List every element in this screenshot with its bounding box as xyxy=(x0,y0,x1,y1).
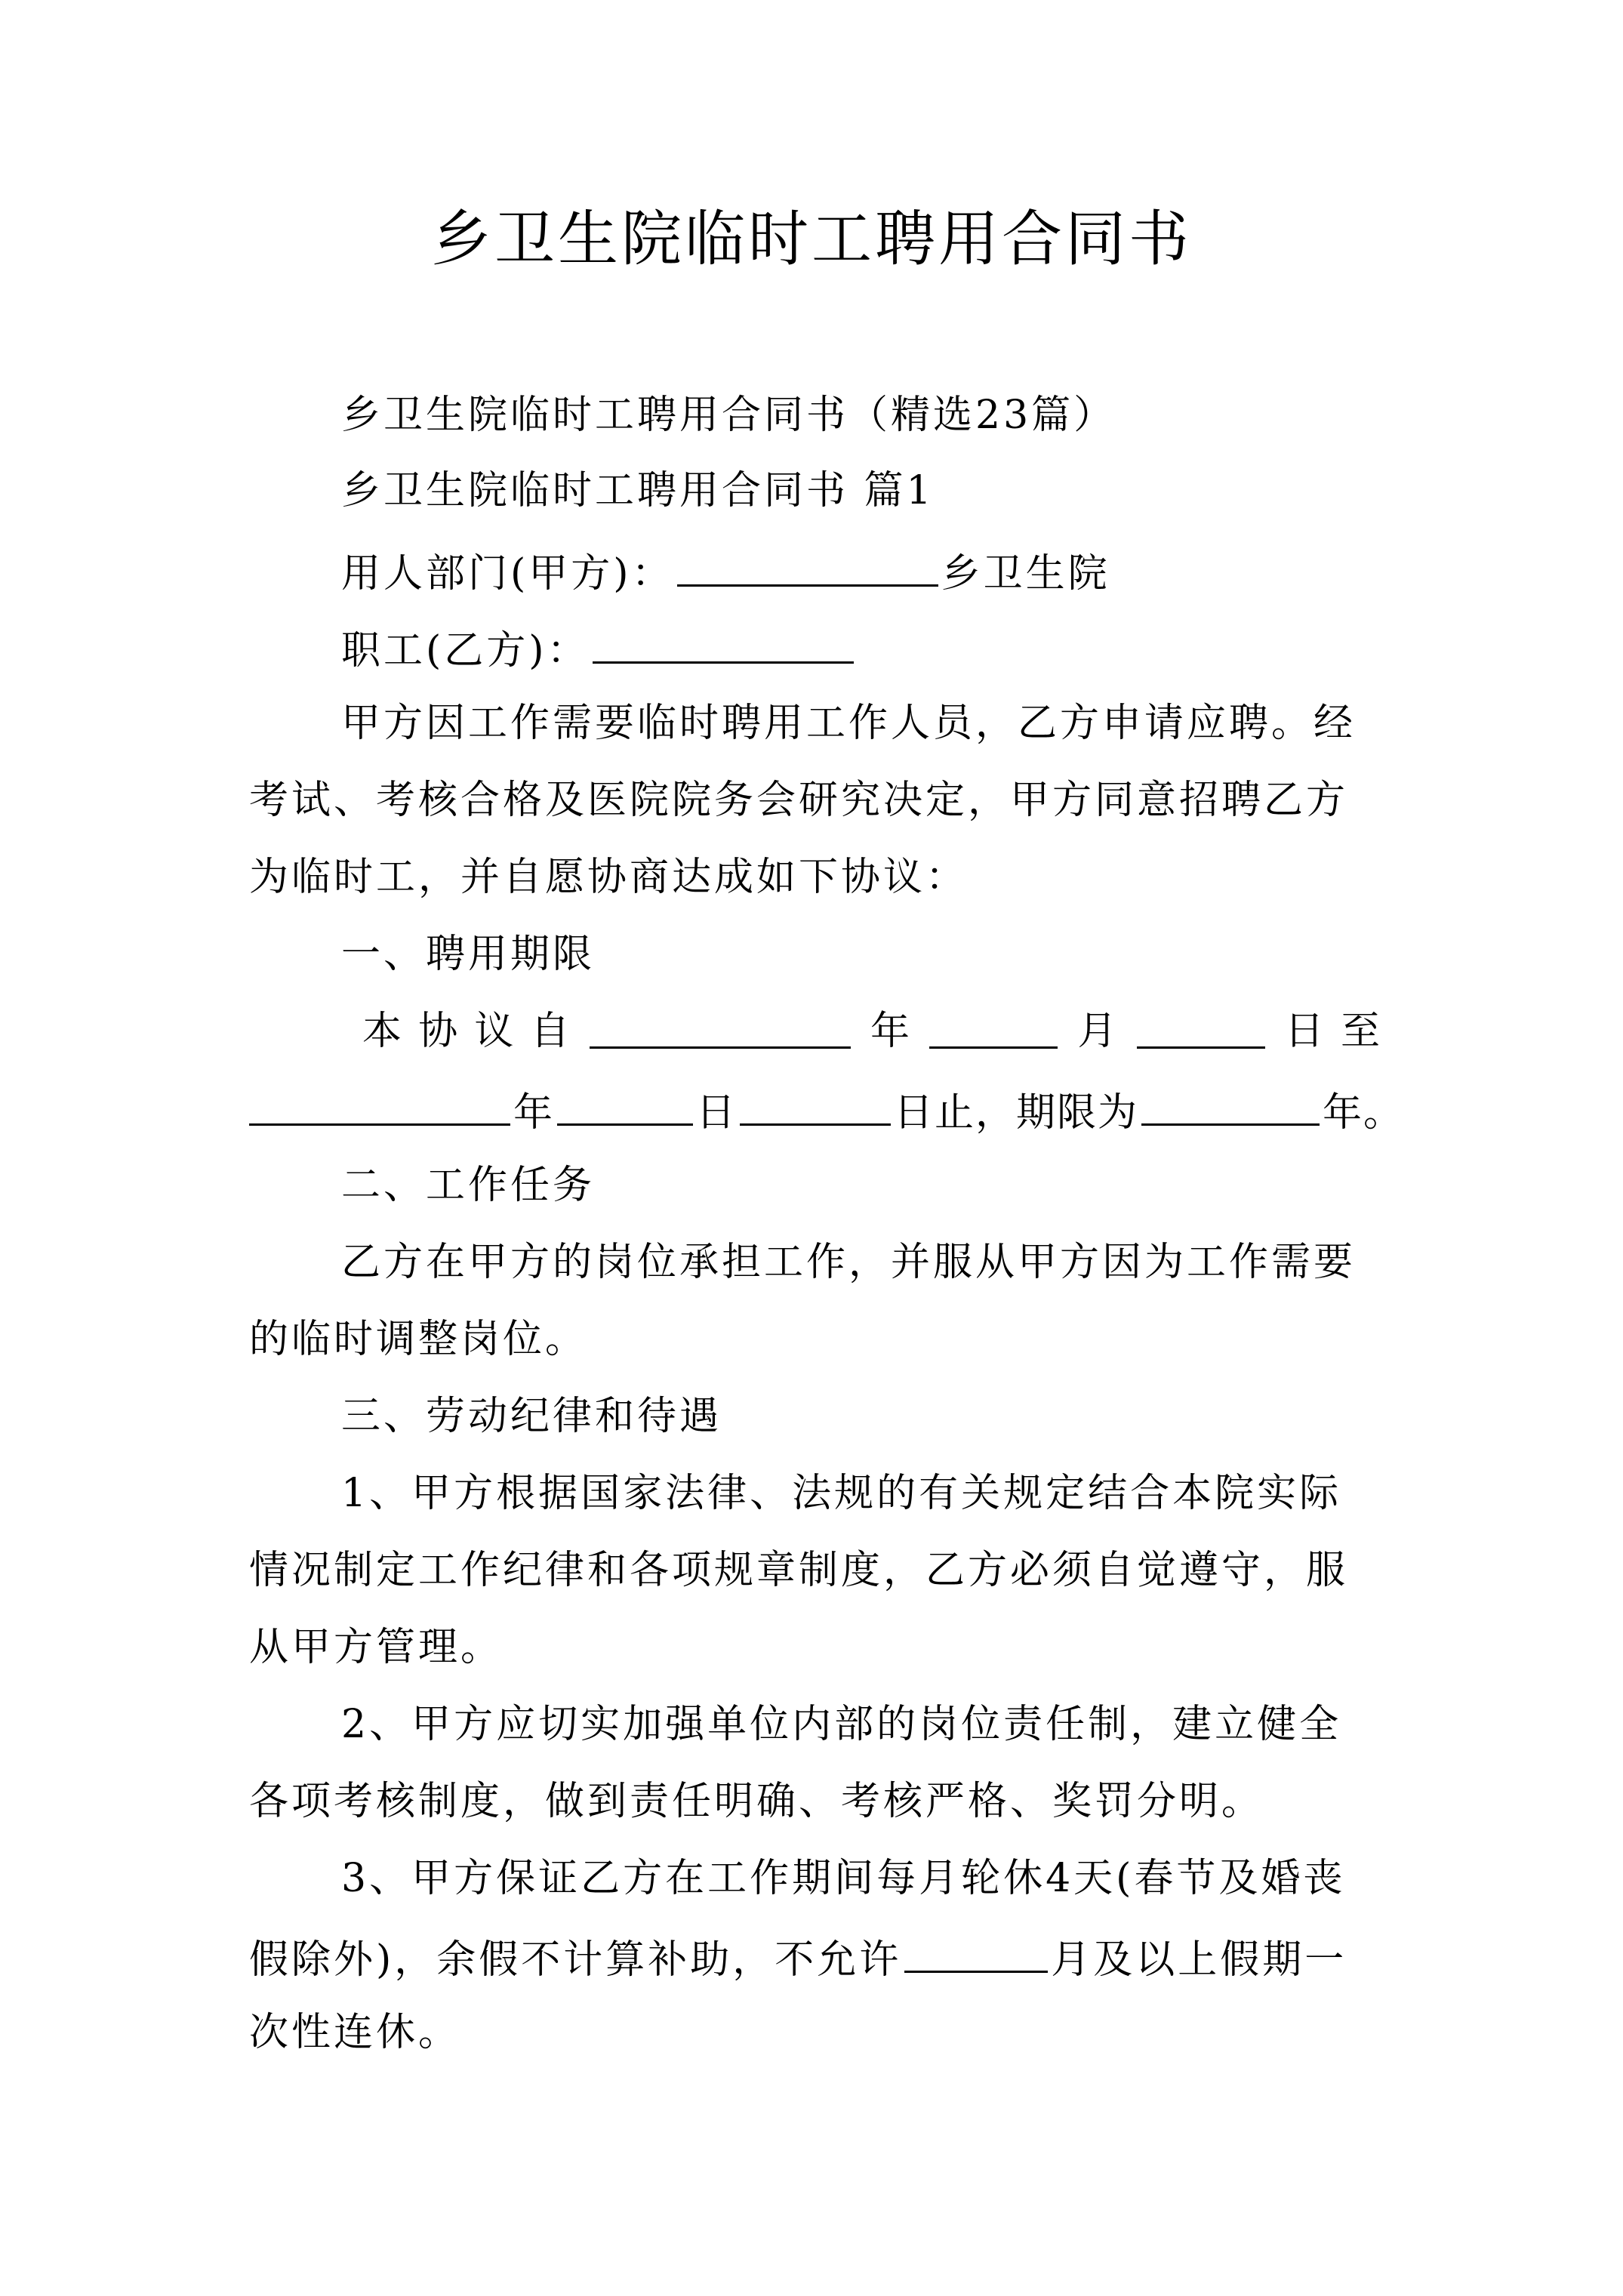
item3-line-1: 3、甲方保证乙方在工作期间每月轮休4天(春节及婚丧 xyxy=(341,1856,1346,1901)
item3-line-3: 次性连休。 xyxy=(249,2010,461,2055)
article-heading: 乡卫生院临时工聘用合同书 篇1 xyxy=(341,468,935,513)
section2-line-2: 的临时调整岗位。 xyxy=(249,1317,588,1362)
end-day-blank xyxy=(740,1081,891,1126)
term-word: 年。 xyxy=(1323,1090,1405,1136)
term-word: 年 xyxy=(513,1090,555,1136)
employee-blank xyxy=(593,619,854,664)
item3-line-2 xyxy=(249,1928,1347,1987)
employer-suffix: 乡卫生院 xyxy=(941,551,1110,596)
term-word: 日止，期限为 xyxy=(894,1090,1139,1136)
preamble-line-3: 为临时工，并自愿协商达成如下协议： xyxy=(249,855,969,900)
term-word: 议 xyxy=(474,1009,514,1054)
term-word: 月 xyxy=(1077,1009,1117,1054)
item3-text: 假除外)，余假不计算补助，不允许 xyxy=(249,1937,902,1983)
section3-heading: 三、劳动纪律和待遇 xyxy=(341,1394,722,1439)
section2-line-1: 乙方在甲方的岗位承担工作，并服从甲方因为工作需要 xyxy=(341,1240,1357,1285)
item1-line-3: 从甲方管理。 xyxy=(249,1625,504,1670)
term-word: 协 xyxy=(418,1009,458,1054)
item2-line-1: 2、甲方应切实加强单位内部的岗位责任制，建立健全 xyxy=(341,1702,1342,1747)
term-word: 自 xyxy=(530,1009,570,1054)
term-word: 年 xyxy=(870,1009,910,1054)
term-line-2 xyxy=(249,1081,1404,1140)
document-title: 乡卫生院临时工聘用合同书 xyxy=(431,204,1192,274)
item1-line-1: 1、甲方根据国家法律、法规的有关规定结合本院实际 xyxy=(341,1471,1342,1516)
term-line-1 xyxy=(249,1004,1380,1059)
preamble-line-2: 考试、考核合格及医院院务会研究决定，甲方同意招聘乙方 xyxy=(249,778,1349,823)
employee-label: 职工(乙方)： xyxy=(341,628,590,673)
section2-heading: 二、工作任务 xyxy=(341,1163,596,1208)
employer-line xyxy=(341,542,1110,601)
end-month-blank xyxy=(557,1081,693,1126)
term-years-blank xyxy=(1141,1081,1320,1126)
item3-text: 月及以上假期一 xyxy=(1051,1937,1347,1983)
preamble-line-1: 甲方因工作需要临时聘用工作人员，乙方申请应聘。经 xyxy=(341,701,1357,746)
start-month-blank xyxy=(929,1004,1058,1049)
term-word: 日 xyxy=(696,1090,738,1136)
item1-line-2: 情况制定工作纪律和各项规章制度，乙方必须自觉遵守，服 xyxy=(249,1548,1349,1593)
end-year-blank xyxy=(249,1081,510,1126)
employee-line xyxy=(341,619,857,678)
start-day-blank xyxy=(1137,1004,1265,1049)
item2-line-2: 各项考核制度，做到责任明确、考核严格、奖罚分明。 xyxy=(249,1779,1264,1824)
employer-blank xyxy=(677,542,938,587)
term-word: 至 xyxy=(1340,1009,1380,1054)
section1-heading: 一、聘用期限 xyxy=(341,932,596,977)
start-year-blank xyxy=(590,1004,851,1049)
leave-months-blank xyxy=(904,1928,1048,1973)
term-word: 本 xyxy=(362,1009,402,1054)
employer-label: 用人部门(甲方)： xyxy=(341,551,674,596)
term-word: 日 xyxy=(1284,1009,1324,1054)
subtitle: 乡卫生院临时工聘用合同书（精选23篇） xyxy=(341,393,1116,438)
